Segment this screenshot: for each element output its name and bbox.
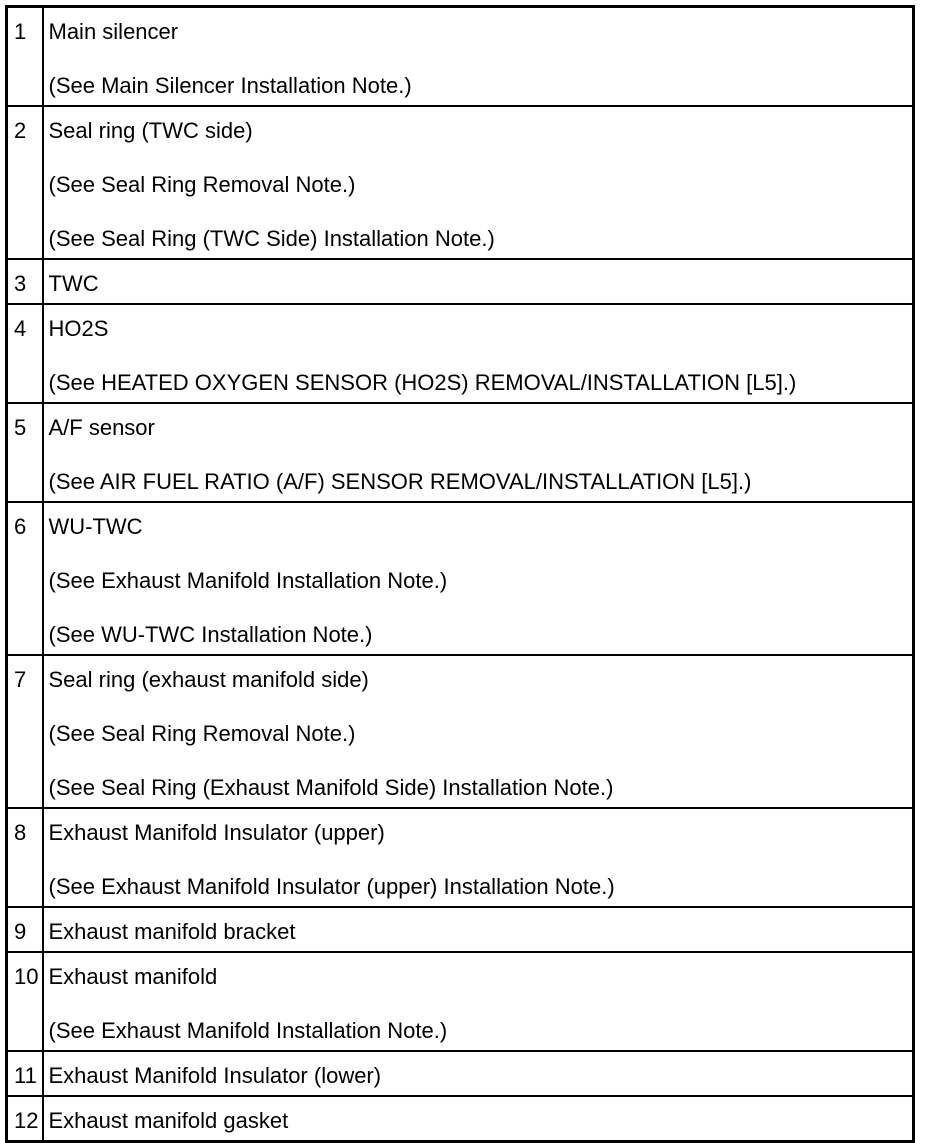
item-number-cell [7, 952, 43, 1051]
reference-note: (See HEATED OXYGEN SENSOR (HO2S) REMOVAL/INSTALLATION [L5].) [48, 370, 797, 395]
item-number: 3 [14, 271, 27, 296]
part-name: A/F sensor [48, 415, 155, 440]
reference-note: (See Seal Ring (TWC Side) Installation Note.) [48, 226, 495, 251]
item-number: 2 [14, 118, 27, 143]
reference-note: (See Main Silencer Installation Note.) [48, 73, 412, 98]
item-description-cell [43, 1096, 914, 1142]
table-row [7, 1051, 914, 1096]
table-row [7, 1096, 914, 1142]
reference-note: (See Seal Ring Removal Note.) [48, 172, 356, 197]
reference-note: (See Exhaust Manifold Insulator (upper) Installation Note.) [48, 874, 615, 899]
item-description-cell [43, 502, 914, 655]
part-name: Exhaust manifold gasket [48, 1108, 289, 1133]
item-number: 9 [14, 919, 27, 944]
item-number-cell [7, 7, 43, 107]
reference-note: (See Seal Ring Removal Note.) [48, 721, 356, 746]
item-number: 12 [14, 1108, 39, 1133]
table-row [7, 655, 914, 808]
table-row [7, 7, 914, 107]
item-description-cell [43, 304, 914, 403]
item-number: 11 [14, 1063, 37, 1088]
table-row [7, 952, 914, 1051]
part-name: Main silencer [48, 19, 179, 44]
part-name: Seal ring (TWC side) [48, 118, 253, 143]
item-description-cell [43, 907, 914, 952]
table-row [7, 259, 914, 304]
part-name: HO2S [48, 316, 109, 341]
item-number: 1 [14, 19, 27, 44]
item-number: 7 [14, 667, 27, 692]
part-name: Exhaust Manifold Insulator (upper) [48, 820, 385, 845]
part-name: Seal ring (exhaust manifold side) [48, 667, 369, 692]
parts-table [5, 5, 915, 1143]
table-row [7, 403, 914, 502]
item-number-cell [7, 808, 43, 907]
part-name: Exhaust manifold [48, 964, 218, 989]
item-number-cell [7, 655, 43, 808]
item-number: 5 [14, 415, 27, 440]
item-number: 10 [14, 964, 39, 989]
item-number-cell [7, 1096, 43, 1142]
item-number-cell [7, 1051, 43, 1096]
item-number-cell [7, 304, 43, 403]
item-description-cell [43, 106, 914, 259]
table-row [7, 106, 914, 259]
part-name: WU-TWC [48, 514, 143, 539]
item-description-cell [43, 7, 914, 107]
item-description-cell [43, 655, 914, 808]
item-description-cell [43, 403, 914, 502]
reference-note: (See WU-TWC Installation Note.) [48, 622, 373, 647]
reference-note: (See AIR FUEL RATIO (A/F) SENSOR REMOVAL/INSTALLATION [L5].) [48, 469, 752, 494]
item-description-cell [43, 1051, 914, 1096]
part-name: Exhaust manifold bracket [48, 919, 296, 944]
reference-note: (See Seal Ring (Exhaust Manifold Side) Installation Note.) [48, 775, 614, 800]
part-name: TWC [48, 271, 99, 296]
item-description-cell [43, 952, 914, 1051]
parts-table-body [7, 7, 914, 1142]
item-number-cell [7, 907, 43, 952]
table-row [7, 907, 914, 952]
item-number-cell [7, 106, 43, 259]
item-number-cell [7, 502, 43, 655]
item-number-cell [7, 259, 43, 304]
reference-note: (See Exhaust Manifold Installation Note.) [48, 568, 448, 593]
reference-note: (See Exhaust Manifold Installation Note.) [48, 1018, 448, 1043]
table-row [7, 304, 914, 403]
item-number: 4 [14, 316, 27, 341]
item-number: 6 [14, 514, 27, 539]
table-row [7, 808, 914, 907]
item-number: 8 [14, 820, 27, 845]
item-number-cell [7, 403, 43, 502]
part-name: Exhaust Manifold Insulator (lower) [48, 1063, 382, 1088]
item-description-cell [43, 808, 914, 907]
table-row [7, 502, 914, 655]
item-description-cell [43, 259, 914, 304]
